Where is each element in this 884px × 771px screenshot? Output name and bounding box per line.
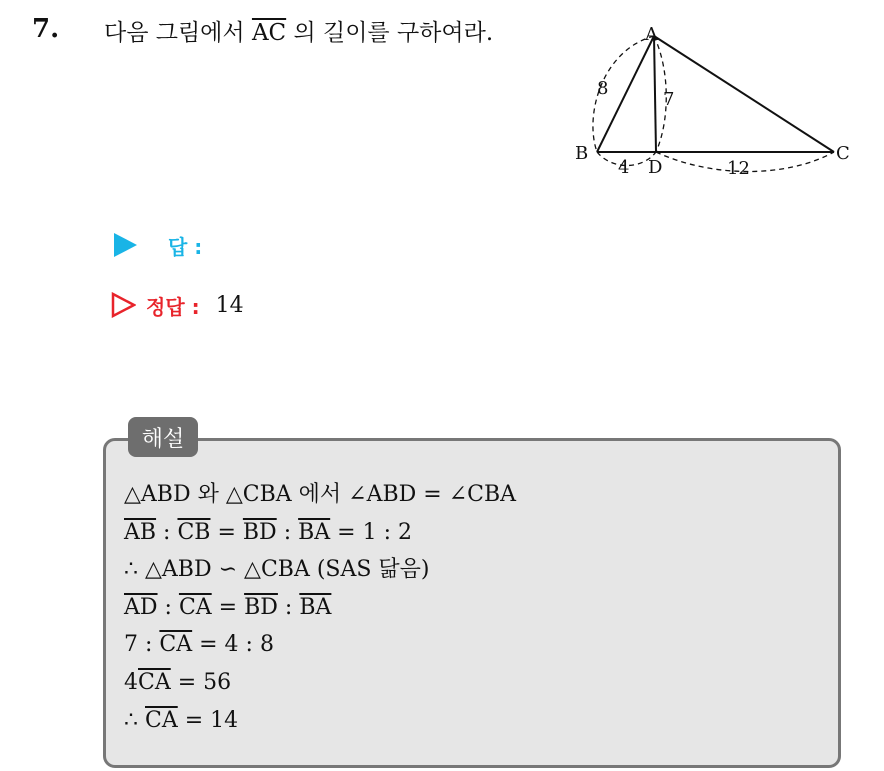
explanation-line: [124, 476, 516, 514]
explanation-text: :: [156, 519, 178, 545]
explanation-line: [124, 551, 516, 589]
explanation-segment-symbol: $\overline{CB}$: [177, 519, 211, 545]
length-dc: 12: [727, 158, 750, 179]
triangle-figure: [572, 20, 862, 190]
explanation-text: :: [276, 519, 299, 545]
side-ac: [654, 36, 834, 152]
question-number: 7.: [32, 14, 60, 44]
label-b: B: [575, 143, 589, 164]
correct-answer-row: [110, 290, 244, 320]
explanation-line: [124, 626, 516, 664]
explanation-segment-symbol: $\overline{AD}$: [124, 594, 158, 620]
explanation-segment-symbol: $\overline{BA}$: [299, 594, 332, 620]
question-text-before: 다음 그림에서: [104, 20, 252, 46]
explanation-text: 7 :: [124, 632, 160, 658]
explanation-segment-symbol: $\overline{CA}$: [138, 669, 171, 695]
explanation-text: = 56: [170, 669, 232, 695]
explanation-line: [124, 702, 516, 740]
question-text: [104, 14, 493, 47]
length-bd: 4: [618, 157, 630, 178]
label-c: C: [836, 143, 850, 164]
segment-ad: [654, 36, 656, 152]
explanation-text: :: [157, 594, 179, 620]
outline-triangle-icon: [110, 292, 136, 318]
answer-label: 답 :: [168, 234, 203, 259]
length-ab: 8: [597, 78, 609, 99]
explanation-segment-symbol: $\overline{CA}$: [159, 632, 193, 658]
answer-row: [112, 230, 202, 260]
explanation-line: [124, 664, 516, 702]
explanation-line: [124, 514, 516, 552]
explanation-text: = 14: [177, 707, 239, 733]
explanation-tab: 해설: [128, 417, 198, 457]
explanation-text: = 1 : 2: [330, 519, 412, 545]
segment-ac: $\overline{AC}$: [251, 20, 287, 46]
explanation-segment-symbol: $\overline{AB}$: [124, 519, 157, 545]
explanation-segment-symbol: $\overline{CA}$: [145, 707, 178, 733]
label-a: A: [645, 24, 658, 45]
correct-answer-value: 14: [215, 292, 244, 318]
explanation-text: =: [210, 519, 243, 545]
play-triangle-icon: [112, 232, 138, 258]
explanation-text: 4: [124, 669, 138, 695]
explanation-segment-symbol: $\overline{BD}$: [242, 519, 277, 545]
explanation-text: =: [211, 594, 245, 620]
explanation-text: = 4 : 8: [192, 632, 274, 658]
length-ad: 7: [663, 89, 675, 110]
correct-answer-label: 정답 :: [146, 294, 200, 319]
explanation-segment-symbol: $\overline{CA}$: [178, 594, 212, 620]
explanation-segment-symbol: $\overline{BD}$: [244, 594, 278, 620]
explanation-segment-symbol: $\overline{BA}$: [298, 519, 331, 545]
explanation-lines: [124, 476, 516, 739]
explanation-text: ∴: [124, 707, 145, 733]
question-text-after: 의 길이를 구하여라.: [286, 20, 494, 46]
label-d: D: [648, 157, 663, 178]
explanation-text: △ABD 와 △CBA 에서 ∠ABD = ∠CBA: [124, 482, 517, 507]
explanation-text: :: [277, 594, 300, 620]
explanation-text: ∴ △ABD ∽ △CBA (SAS 닮음): [124, 557, 430, 583]
explanation-line: [124, 589, 516, 627]
